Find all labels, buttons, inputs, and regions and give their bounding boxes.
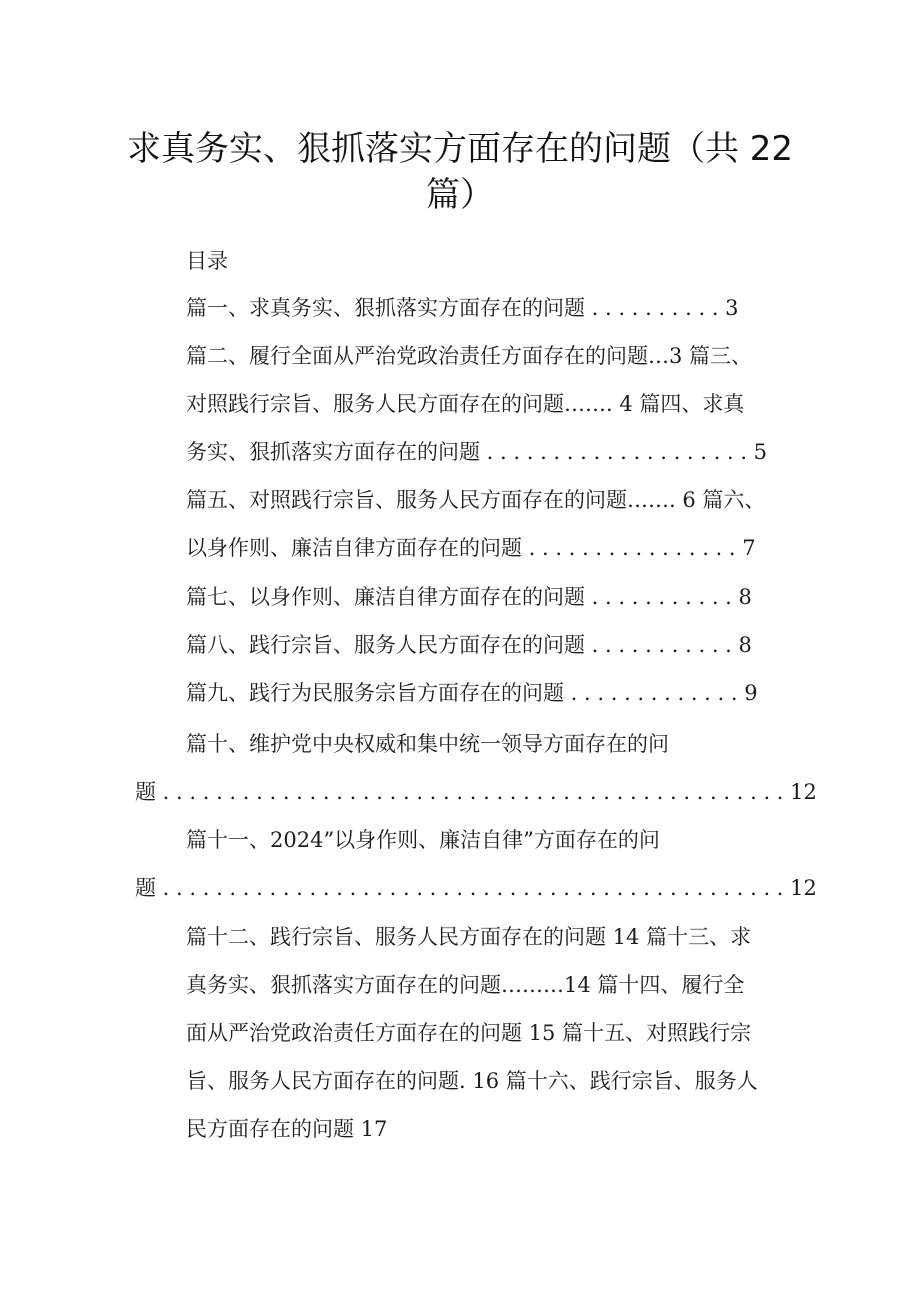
toc-line: 篇二、履行全面从严治党政治责任方面存在的问题…3 篇三、: [186, 344, 753, 368]
toc-line: 旨、服务人民方面存在的问题. 16 篇十六、践行宗旨、服务人: [186, 1069, 758, 1093]
toc-line: 篇十、维护党中央权威和集中统一领导方面存在的问: [186, 732, 669, 756]
toc-line: 篇五、对照践行宗旨、服务人民方面存在的问题……. 6 篇六、: [186, 488, 766, 512]
toc-line: 题 . . . . . . . . . . . . . . . . . . . . . . . . . . . . . . . . . . . . . . . . . . . . . . . 12: [135, 780, 817, 804]
toc-line: 民方面存在的问题 17: [186, 1117, 388, 1141]
toc-line: 对照践行宗旨、服务人民方面存在的问题……. 4 篇四、求真: [186, 392, 745, 416]
toc-line: 篇八、践行宗旨、服务人民方面存在的问题 . . . . . . . . . . . 8: [186, 633, 752, 657]
toc-heading: 目录: [186, 249, 228, 273]
toc-line: 真务实、狠抓落实方面存在的问题………14 篇十四、履行全: [186, 973, 745, 997]
toc-line: 以身作则、廉洁自律方面存在的问题 . . . . . . . . . . . . . . . . 7: [186, 536, 756, 560]
document-title-line-2: 篇）: [426, 175, 494, 215]
toc-line: 篇九、践行为民服务宗旨方面存在的问题 . . . . . . . . . . . . . 9: [186, 681, 758, 705]
toc-line: 务实、狠抓落实方面存在的问题 . . . . . . . . . . . . . . . . . . . . 5: [186, 440, 768, 464]
document-title-line-1: 求真务实、狠抓落实方面存在的问题（共 22: [126, 129, 794, 169]
toc-line: 面从严治党政治责任方面存在的问题 15 篇十五、对照践行宗: [186, 1021, 752, 1045]
toc-line: 篇十一、2024”以身作则、廉洁自律”方面存在的问: [186, 828, 660, 852]
toc-line: 篇七、以身作则、廉洁自律方面存在的问题 . . . . . . . . . . . 8: [186, 585, 752, 609]
toc-line: 篇十二、践行宗旨、服务人民方面存在的问题 14 篇十三、求: [186, 925, 752, 949]
toc-line: 题 . . . . . . . . . . . . . . . . . . . . . . . . . . . . . . . . . . . . . . . . . . . . . . . 12: [135, 876, 817, 900]
toc-line: 篇一、求真务实、狠抓落实方面存在的问题 . . . . . . . . . . 3: [186, 296, 739, 320]
